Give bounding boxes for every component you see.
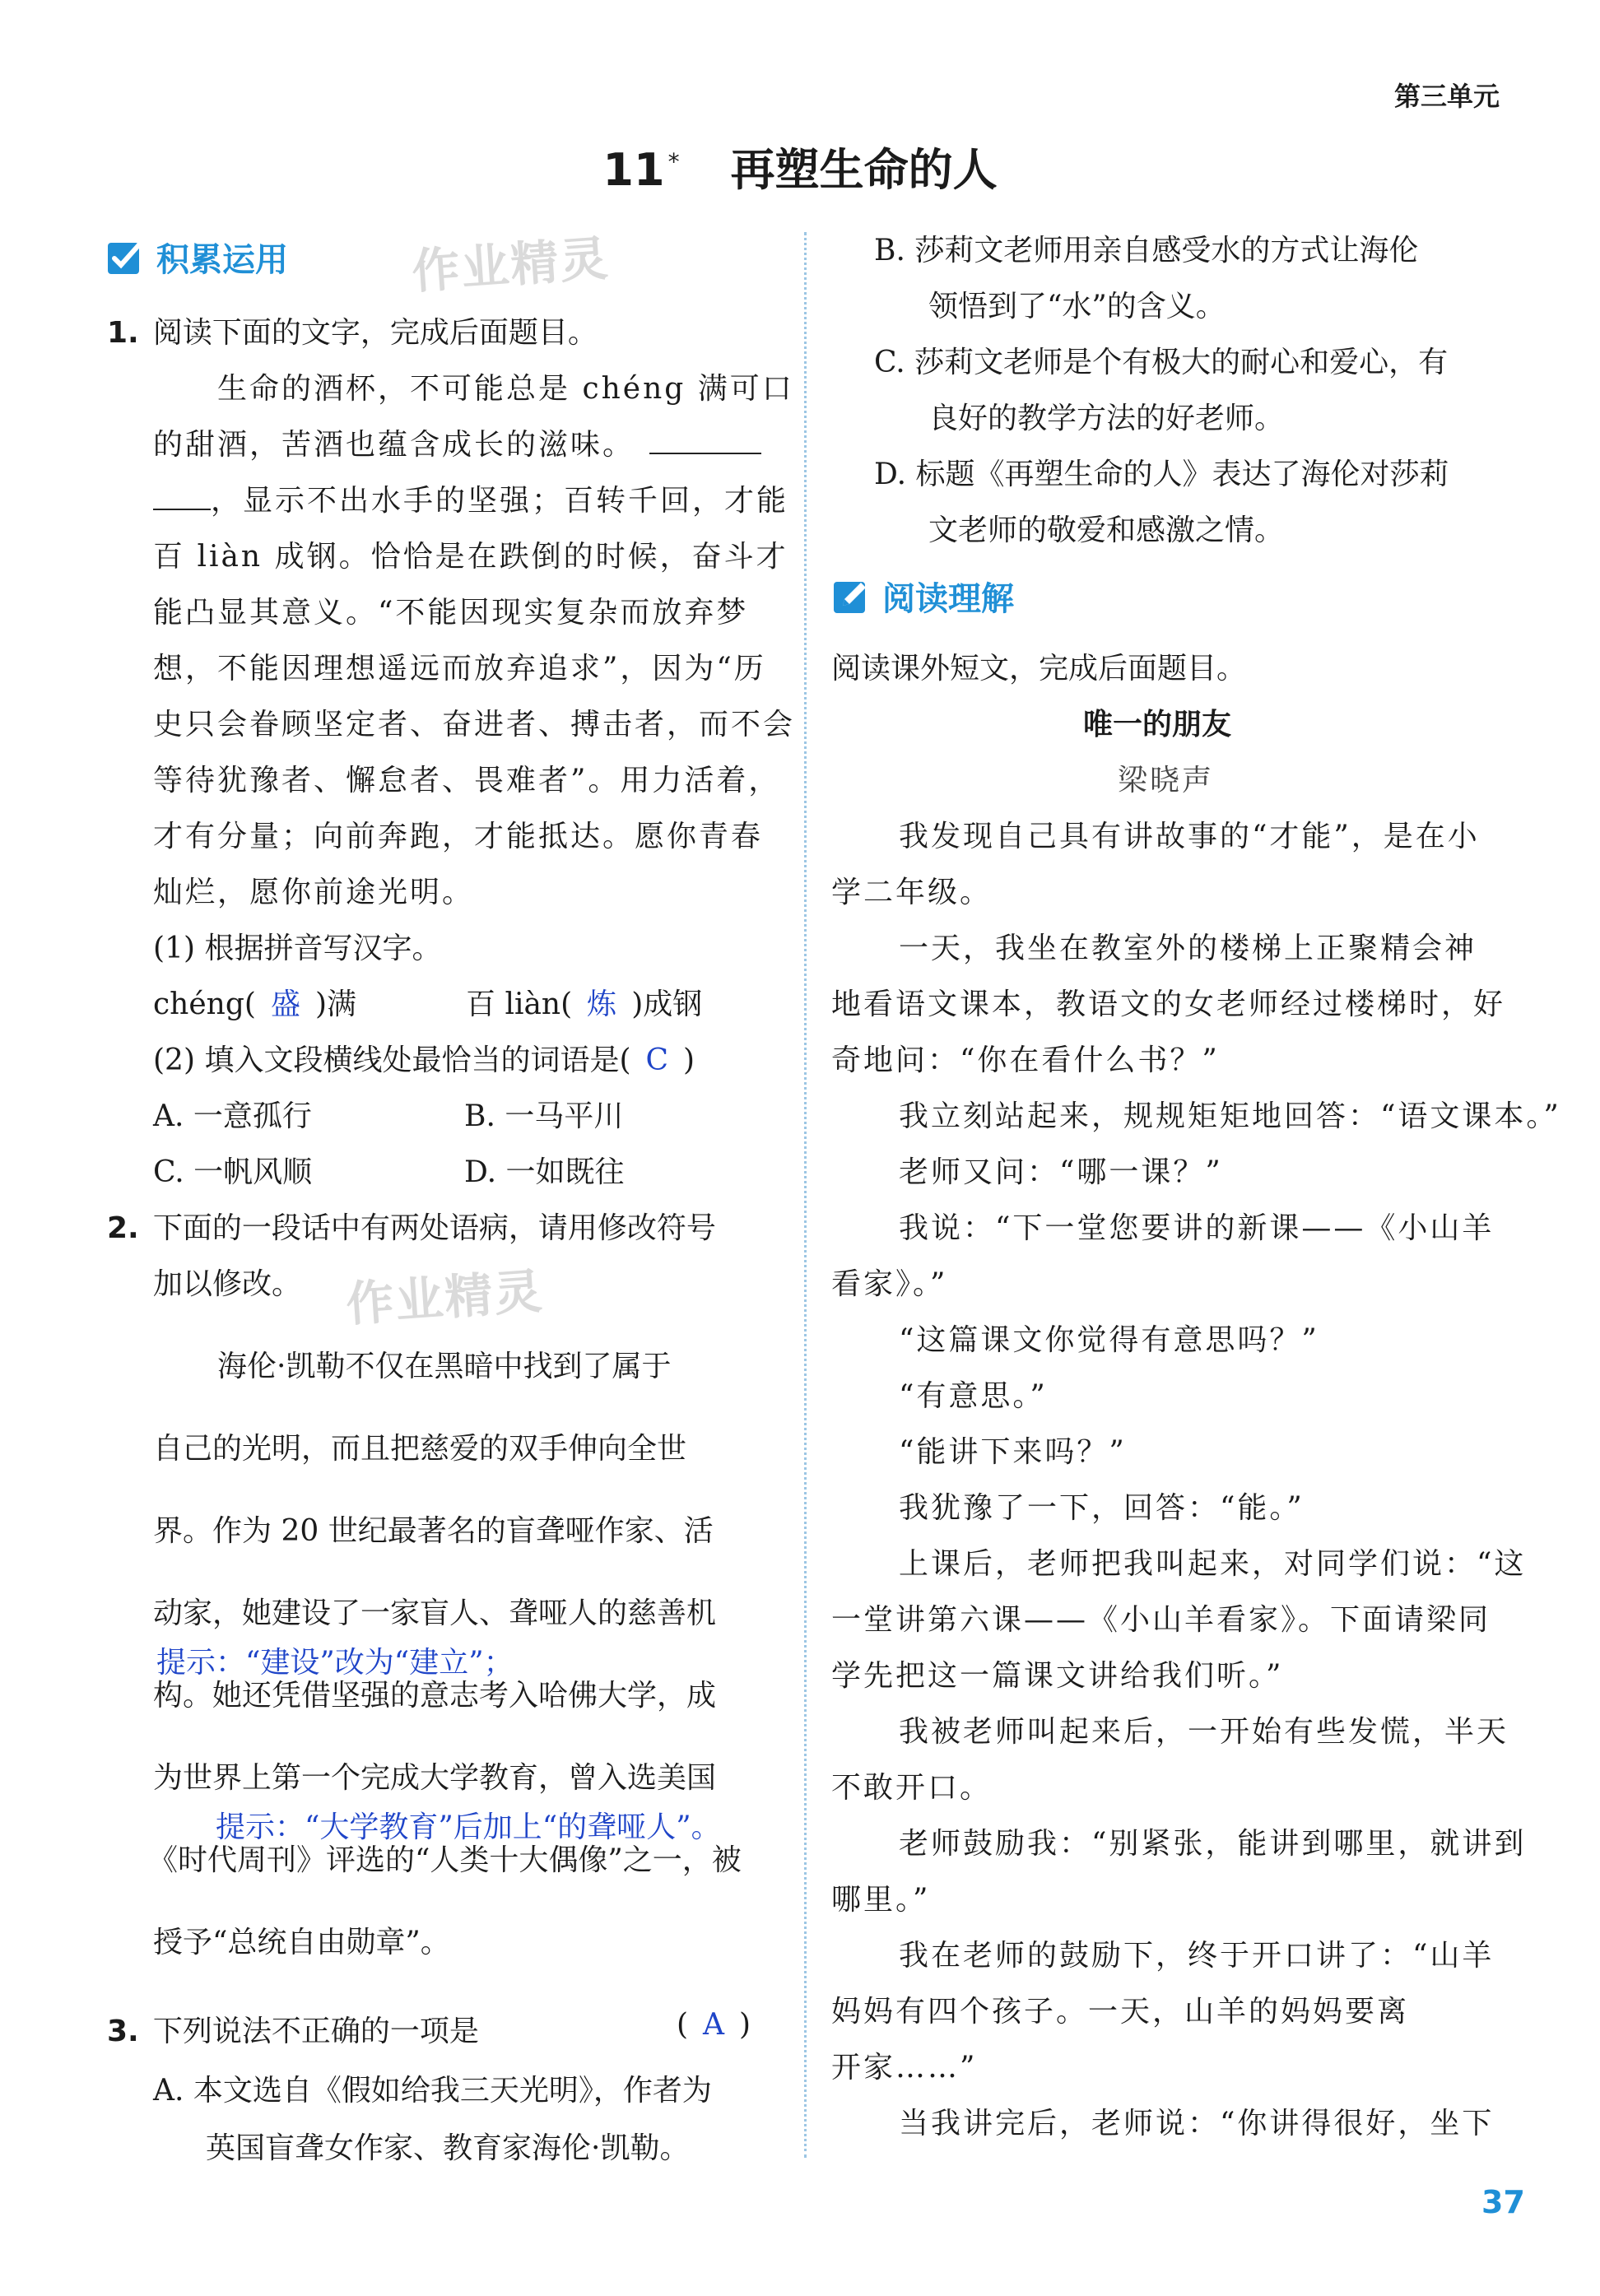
story-line-17: 我被老师叫起来后，一开始有些发慌，半天	[899, 1715, 1509, 1749]
watermark-1: 作业精灵	[410, 230, 612, 300]
story-line-4: 地看语文课本，教语文的女老师经过楼梯时，好	[831, 988, 1506, 1021]
q1-passage-line-3	[153, 477, 788, 519]
q1-sub1-item1-pinyin: chéng(	[153, 988, 256, 1021]
story-author: 梁晓声	[1118, 764, 1215, 797]
story-line-7: 老师又问：“哪一课？”	[899, 1155, 1223, 1189]
q1-sub1-item1	[153, 981, 356, 1023]
q1-passage-line-3-text: ，显示不出水手的坚强；百转千回，才能	[211, 484, 789, 518]
q1-prompt	[107, 309, 598, 351]
story-line-16: 学先把这一篇课文讲给我们听。”	[831, 1659, 1284, 1693]
q3-answer-bracket	[677, 2008, 751, 2042]
lesson-number: 11	[602, 144, 665, 196]
story-title: 唯一的朋友	[1083, 708, 1232, 741]
q1-passage-line-1: 生命的酒杯，不可能总是 chéng 满可口	[217, 372, 794, 406]
answer-cheng: 盛	[270, 988, 300, 1021]
q1-sub2-prompt-text: (2) 填入文段横线处最恰当的词语是(	[153, 1043, 631, 1077]
q2-passage-line-4: 动家，她建设了一家盲人、聋哑人的慈善机	[153, 1597, 717, 1630]
q1-sub1-item2-close: )成钢	[631, 988, 703, 1021]
story-line-2: 学二年级。	[831, 876, 993, 909]
q2-number: 2.	[107, 1211, 139, 1245]
q1-sub2-close: )	[683, 1043, 695, 1077]
fill-blank-line	[153, 486, 211, 510]
fill-blank-line	[649, 430, 761, 454]
q1-number: 1.	[107, 316, 139, 350]
story-line-1: 我发现自己具有讲故事的“才能”，是在小	[899, 820, 1480, 853]
q3-prompt-text: 下列说法不正确的一项是	[152, 2015, 479, 2048]
story-line-11: “有意思。”	[899, 1379, 1048, 1413]
q2-prompt-line-2: 加以修改。	[153, 1267, 302, 1301]
q2-passage-line-6: 为世界上第一个完成大学教育，曾入选美国	[153, 1761, 717, 1795]
story-line-19: 老师鼓励我：“别紧张，能讲到哪里，就讲到	[899, 1827, 1527, 1861]
q2-passage-line-7: 《时代周刊》评选的“人类十大偶像”之一，被	[148, 1843, 742, 1877]
story-line-3: 一天，我坐在教室外的楼梯上正聚精会神	[899, 932, 1477, 965]
q1-passage-line-8: 等待犹豫者、懈怠者、畏难者”。用力活着，	[153, 764, 781, 797]
reading-intro: 阅读课外短文，完成后面题目。	[831, 652, 1247, 686]
section-title-accumulate: 积累运用	[156, 241, 288, 279]
q2-hint-2: 提示：“大学教育”后加上“的聋哑人”。	[216, 1810, 721, 1844]
q1-passage-line-7: 史只会眷顾坚定者、奋进者、搏击者，而不会	[153, 708, 796, 741]
q2-passage-line-1: 海伦·凯勒不仅在黑暗中找到了属于	[217, 1350, 672, 1383]
pencil-note-icon	[831, 576, 872, 617]
q2-prompt-line-1: 下面的一段话中有两处语病，请用修改符号	[152, 1211, 716, 1245]
q3-prompt	[107, 2008, 479, 2050]
story-line-6: 我立刻站起来，规规矩矩地回答：“语文课本。”	[899, 1099, 1561, 1133]
q1-option-d: D. 一如既往	[464, 1155, 625, 1189]
q1-passage-line-6: 想，不能因理想遥远而放弃追求”，因为“历	[153, 652, 766, 686]
q3-option-c-line-1: C. 莎莉文老师是个有极大的耐心和爱心，有	[874, 346, 1449, 379]
answer-q1-sub2: C	[645, 1043, 669, 1077]
q1-sub1-item2	[466, 981, 702, 1023]
watermark-2: 作业精灵	[344, 1262, 546, 1333]
story-line-9: 看家》。”	[831, 1267, 948, 1301]
story-line-24: 当我讲完后，老师说：“你讲得很好，坐下	[899, 2107, 1495, 2140]
page-number: 37	[1481, 2184, 1525, 2220]
q1-option-a: A. 一意孤行	[153, 1099, 312, 1133]
q2-prompt	[107, 1205, 716, 1247]
story-line-15: 一堂讲第六课——《小山羊看家》。下面请梁同	[831, 1603, 1491, 1637]
section-title-reading: 阅读理解	[882, 580, 1014, 618]
q1-option-c: C. 一帆风顺	[153, 1155, 313, 1189]
q3-option-b-line-1: B. 莎莉文老师用亲自感受水的方式让海伦	[874, 234, 1419, 267]
story-line-13: 我犹豫了一下，回答：“能。”	[899, 1491, 1305, 1525]
q2-hint-1: 提示：“建设”改为“建立”；	[156, 1646, 514, 1680]
q3-option-d-line-1: D. 标题《再塑生命的人》表达了海伦对莎莉	[874, 458, 1449, 491]
lesson-title	[0, 135, 1600, 198]
unit-label: 第三单元	[1393, 81, 1500, 112]
story-line-8: 我说：“下一堂您要讲的新课——《小山羊	[899, 1211, 1495, 1245]
q3-bracket-close: )	[739, 2008, 751, 2042]
section-header-reading	[831, 573, 1014, 620]
story-line-12: “能讲下来吗？”	[899, 1435, 1127, 1469]
story-line-20: 哪里。”	[831, 1883, 931, 1917]
q1-passage-line-2	[153, 421, 761, 463]
q1-option-b: B. 一马平川	[464, 1099, 624, 1133]
q2-passage-line-3: 界。作为 20 世纪最著名的盲聋哑作家、活	[153, 1514, 714, 1548]
q3-option-d-line-2: 文老师的敬爱和感激之情。	[928, 514, 1285, 547]
checkbox-pen-icon	[105, 237, 147, 278]
answer-q3: A	[703, 2008, 725, 2042]
q1-passage-line-10: 灿烂，愿你前途光明。	[153, 876, 475, 909]
q3-bracket-open: (	[677, 2008, 689, 2042]
q1-passage-line-2-text: 的甜酒，苦酒也蕴含成长的滋味。	[153, 428, 635, 462]
q2-passage-line-2: 自己的光明，而且把慈爱的双手伸向全世	[153, 1432, 687, 1466]
q1-sub2-prompt	[153, 1037, 695, 1079]
lesson-mark: *	[667, 148, 680, 175]
q1-sub1-item1-close: )满	[314, 988, 356, 1021]
story-line-18: 不敢开口。	[831, 1771, 993, 1805]
q1-passage-line-5: 能凸显其意义。“不能因现实复杂而放弃梦	[153, 596, 749, 630]
q1-prompt-text: 阅读下面的文字，完成后面题目。	[152, 316, 598, 350]
q3-option-c-line-2: 良好的教学方法的好老师。	[928, 402, 1285, 435]
q1-sub1-prompt: (1) 根据拼音写汉字。	[153, 932, 442, 965]
q1-sub1-item2-pinyin: 百 liàn(	[466, 988, 573, 1021]
q3-number: 3.	[107, 2015, 139, 2048]
story-line-22: 妈妈有四个孩子。一天，山羊的妈妈要离	[831, 1995, 1410, 2029]
q1-passage-line-9: 才有分量；向前奔跑，才能抵达。愿你青春	[153, 820, 764, 853]
q1-passage-line-4: 百 liàn 成钢。恰恰是在跌倒的时候，奋斗才	[153, 540, 788, 574]
q3-option-a-line-1: A. 本文选自《假如给我三天光明》，作者为	[153, 2074, 712, 2108]
story-line-5: 奇地问：“你在看什么书？”	[831, 1043, 1220, 1077]
q3-option-a-line-2: 英国盲聋女作家、教育家海伦·凯勒。	[206, 2131, 690, 2165]
column-divider	[804, 232, 807, 2158]
answer-lian: 炼	[587, 988, 617, 1021]
story-line-21: 我在老师的鼓励下，终于开口讲了：“山羊	[899, 1939, 1495, 1973]
q2-passage-line-8: 授予“总统自由勋章”。	[153, 1926, 450, 1959]
q3-option-b-line-2: 领悟到了“水”的含义。	[928, 290, 1226, 323]
lesson-title-text: 再塑生命的人	[730, 144, 998, 196]
story-line-10: “这篇课文你觉得有意思吗？”	[899, 1323, 1319, 1357]
q2-passage-line-5: 构。她还凭借坚强的意志考入哈佛大学，成	[153, 1679, 717, 1713]
story-line-14: 上课后，老师把我叫起来，对同学们说：“这	[899, 1547, 1527, 1581]
story-line-23: 开家……”	[831, 2051, 978, 2085]
section-header-accumulate	[105, 234, 288, 281]
